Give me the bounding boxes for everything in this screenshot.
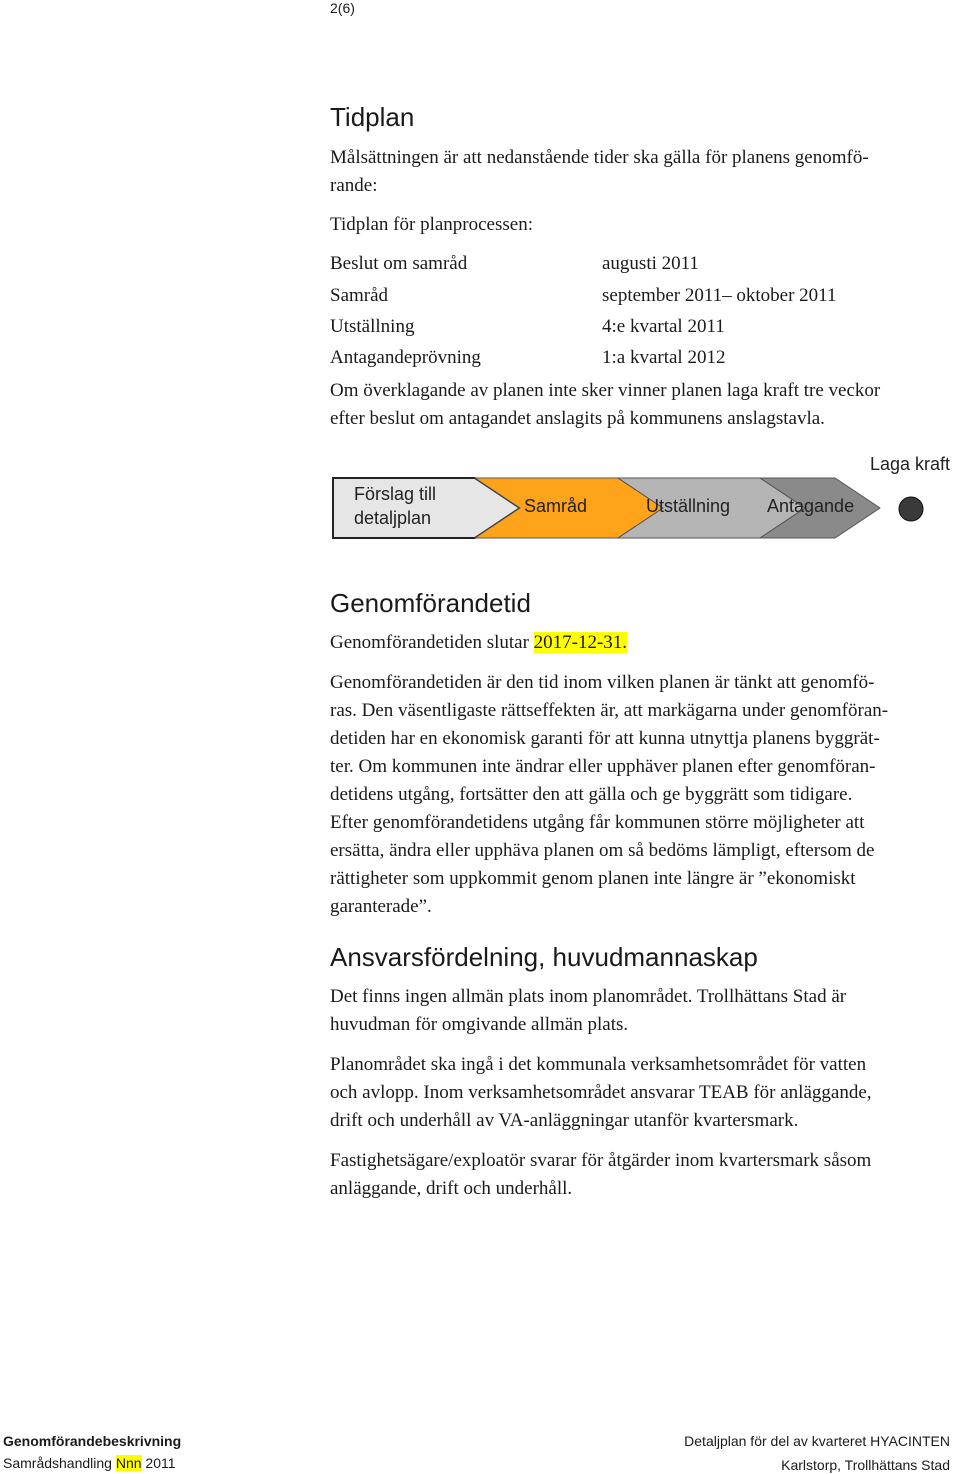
- tidplan-note-line: Om överklagande av planen inte sker vinner planen laga kraft tre veckor: [330, 380, 881, 401]
- genomforandetid-paragraph: [330, 669, 950, 921]
- step-antagande-label: Antagande: [767, 496, 855, 516]
- paragraph-line: rättigheter som uppkommit genom planen inte längre är ”ekonomiskt: [330, 868, 856, 889]
- tidplan-subheading: Tidplan för planprocessen:: [330, 214, 533, 235]
- page-number: 2(6): [330, 0, 355, 16]
- tidplan-intro-line: rande:: [330, 175, 378, 196]
- schedule-row: [330, 344, 950, 372]
- genomforandetid-heading: Genomförandetid: [330, 588, 531, 618]
- ansvar-paragraph-1: [330, 983, 950, 1039]
- paragraph-line: Det finns ingen allmän plats inom planområdet. Trollhättans Stad är: [330, 986, 847, 1007]
- tidplan-intro: [330, 144, 950, 200]
- footer-plan-title: Detaljplan för del av kvarteret HYACINTEN: [684, 1433, 950, 1449]
- ansvar-paragraph-2: [330, 1051, 950, 1135]
- step-samrad-label: Samråd: [524, 496, 588, 516]
- paragraph-line: huvudman för omgivande allmän plats.: [330, 1014, 629, 1035]
- footer-location: Karlstorp, Trollhättans Stad: [781, 1457, 950, 1473]
- schedule-value: september 2011– oktober 2011: [602, 285, 837, 306]
- schedule-label: Utställning: [330, 316, 415, 337]
- laga-kraft-dot: [899, 497, 923, 521]
- paragraph-line: anläggande, drift och underhåll.: [330, 1178, 573, 1199]
- paragraph-line: ras. Den väsentligaste rättseffekten är, att markägarna under genomföran-: [330, 700, 889, 721]
- schedule-value: augusti 2011: [602, 253, 699, 274]
- genomforandetid-end-prefix: Genomförandetiden slutar: [330, 632, 534, 653]
- footer-status-highlight: Nnn: [115, 1455, 142, 1471]
- step-utstallning-label: Utställning: [646, 496, 731, 516]
- paragraph-line: Efter genomförandetidens utgång får kommunen större möjligheter att: [330, 812, 865, 833]
- schedule-row: [330, 250, 950, 278]
- paragraph-line: och avlopp. Inom verksamhetsområdet ansvarar TEAB för anläggande,: [330, 1082, 872, 1103]
- ansvar-heading: Ansvarsfördelning, huvudmannaskap: [330, 942, 758, 972]
- schedule-row: [330, 282, 950, 310]
- genomforandetid-end-date: 2017-12-31.: [533, 632, 628, 653]
- genomforandetid-end: [330, 629, 950, 657]
- paragraph-line: ter. Om kommunen inte ändrar eller upphäver planen efter genomföran-: [330, 756, 876, 777]
- tidplan-note: [330, 377, 950, 433]
- schedule-value: 1:a kvartal 2012: [602, 347, 726, 368]
- paragraph-line: drift och underhåll av VA-anläggningar utanför kvartersmark.: [330, 1110, 799, 1131]
- paragraph-line: Planområdet ska ingå i det kommunala verksamhetsområdet för vatten: [330, 1054, 867, 1075]
- footer-document-status: [3, 1454, 176, 1472]
- tidplan-note-line: efter beslut om antagandet anslagits på kommunens anslagstavla.: [330, 408, 825, 429]
- paragraph-line: ersätta, ändra eller upphäva planen om så bedöms lämpligt, eftersom de: [330, 840, 875, 861]
- ansvar-paragraph-3: [330, 1147, 950, 1203]
- laga-kraft-label: Laga kraft: [870, 454, 951, 474]
- schedule-label: Beslut om samråd: [330, 253, 468, 274]
- schedule-row: [330, 313, 950, 341]
- footer-status-suffix: 2011: [141, 1455, 176, 1471]
- schedule-value: 4:e kvartal 2011: [602, 316, 725, 337]
- tidplan-intro-line: Målsättningen är att nedanstående tider ska gälla för planens genomfö-: [330, 147, 869, 168]
- step-forslag-label-1: Förslag till: [354, 484, 437, 504]
- paragraph-line: garanterade”.: [330, 896, 432, 917]
- step-forslag-label-2: detaljplan: [354, 508, 432, 528]
- schedule-label: Samråd: [330, 285, 389, 306]
- paragraph-line: Genomförandetiden är den tid inom vilken planen är tänkt att genomfö-: [330, 672, 875, 693]
- tidplan-heading: Tidplan: [330, 102, 415, 132]
- paragraph-line: Fastighetsägare/exploatör svarar för åtgärder inom kvartersmark såsom: [330, 1150, 872, 1171]
- footer-status-prefix: Samrådshandling: [3, 1455, 116, 1471]
- schedule-label: Antagandeprövning: [330, 347, 481, 368]
- footer-document-title: Genomförandebeskrivning: [3, 1433, 182, 1449]
- process-diagram: [330, 448, 960, 544]
- paragraph-line: detiden har en ekonomisk garanti för att kunna utnyttja planens byggrät-: [330, 728, 880, 749]
- schedule-table: [330, 250, 950, 378]
- paragraph-line: detidens utgång, fortsätter den att gälla och ge byggrätt som tidigare.: [330, 784, 853, 805]
